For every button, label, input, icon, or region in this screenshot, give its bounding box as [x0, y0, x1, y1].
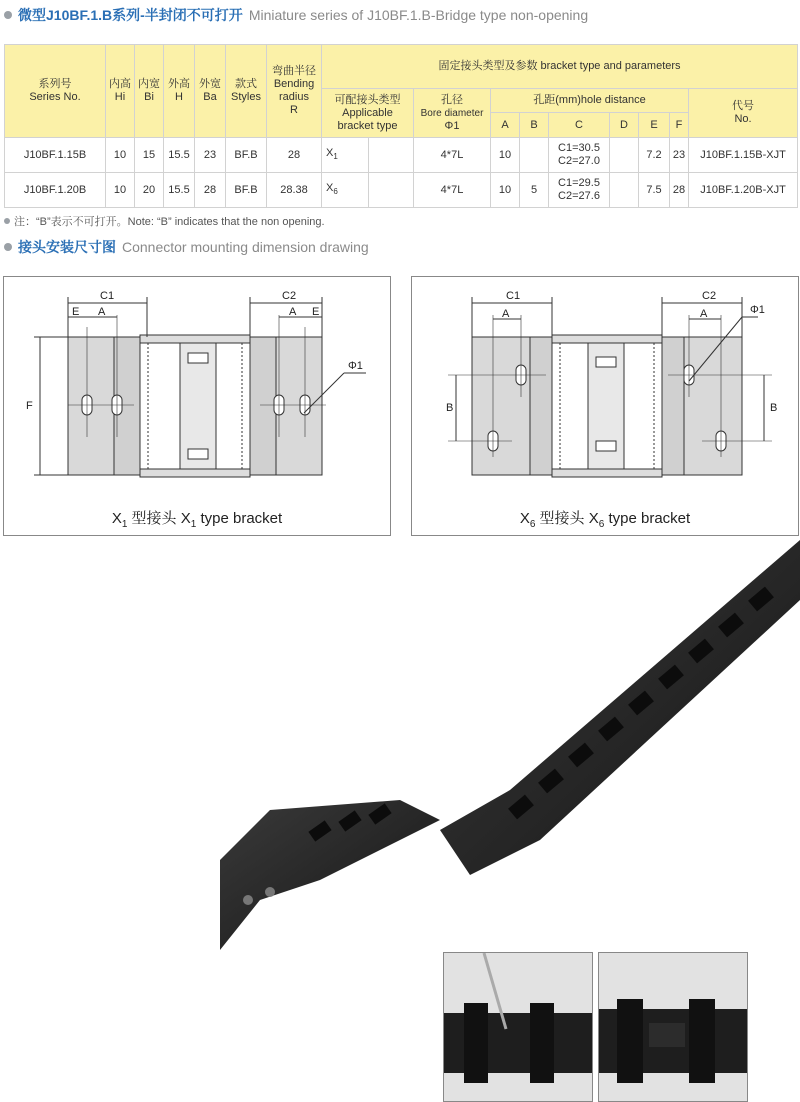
- label-e2: E: [312, 306, 320, 318]
- label-b: B: [446, 402, 454, 414]
- header-hole: 孔距(mm)hole distance A B C D E F: [491, 89, 689, 138]
- section-title-en: Connector mounting dimension drawing: [122, 239, 369, 255]
- header-fixed: 固定接头类型及参数 bracket type and parameters: [322, 45, 798, 89]
- header-bi: 内宽 Bi: [135, 45, 164, 138]
- table-row: J10BF.1.20B 10 20 15.5 28 BF.B 28.38 $X_6$ 4*7L 10 5 C1=29.5 C2=27.6 7.5 28 J10BF.1.20B-XJT: [5, 173, 798, 208]
- label-f: F: [26, 400, 33, 412]
- section-header-drawing: [4, 236, 369, 258]
- inset-photo-drawing: [599, 953, 747, 1101]
- header-bore: 孔径 Bore diameter Φ1: [414, 89, 491, 138]
- bullet-icon: [4, 243, 12, 251]
- label-a: A: [98, 306, 106, 318]
- header-code: 代号 No.: [689, 89, 798, 138]
- header-ba: 外宽 Ba: [195, 45, 226, 138]
- label-b2: B: [770, 402, 778, 414]
- header-styles: 款式 Styles: [226, 45, 267, 138]
- table-row: J10BF.1.15B 10 15 15.5 23 BF.B 28 $X_1$ 4*7L 10 C1=30.5 C2=27.0 7.2 23 J10BF.1.15B-XJT: [5, 138, 798, 173]
- label-a2: A: [289, 306, 297, 318]
- header-hi: 内高 Hi: [106, 45, 135, 138]
- inset-photo-open: [443, 952, 593, 1102]
- section-title-cn: 接头安装尺寸图: [18, 239, 116, 255]
- diagram-caption: $X_6$ 型接头 $X_6$ type bracket: [519, 510, 691, 530]
- note: 注：“B”表示不可打开。Note: “B” indicates that the non opening.: [4, 213, 325, 229]
- label-c1: C1: [100, 290, 115, 302]
- inset-photo-closed: [598, 952, 748, 1102]
- diagram-x6-bracket: [411, 276, 799, 536]
- diagram-x6-drawing: [412, 277, 798, 535]
- inset-photo-drawing: [444, 953, 592, 1101]
- section-title-cn: 微型J10BF.1.B系列-半封闭不可打开: [18, 7, 243, 23]
- drag-chain-photo: [210, 540, 800, 950]
- label-a: A: [502, 308, 510, 320]
- label-phi: Φ1: [750, 304, 765, 316]
- label-a2: A: [700, 308, 708, 320]
- label-c2: C2: [282, 290, 297, 302]
- diagram-x1-drawing: [4, 277, 390, 535]
- label-phi: Φ1: [348, 360, 363, 372]
- label-c1: C1: [506, 290, 521, 302]
- header-applicable: 可配接头类型 Applicable bracket type: [322, 89, 414, 138]
- bullet-icon: [4, 218, 10, 224]
- header-h: 外高 H: [164, 45, 195, 138]
- header-series: 系列号 Series No.: [5, 45, 106, 138]
- header-bending: 弯曲半径 Bending radius R: [267, 45, 322, 138]
- label-e: E: [72, 306, 80, 318]
- diagram-caption: $X_1$ 型接头 $X_1$ type bracket: [111, 510, 283, 530]
- label-c2: C2: [702, 290, 717, 302]
- section-title-en: Miniature series of J10BF.1.B-Bridge type non-opening: [248, 7, 589, 23]
- diagram-x1-bracket: [3, 276, 391, 536]
- spec-table: [4, 44, 798, 208]
- section-header-series: [4, 4, 588, 26]
- bullet-icon: [4, 11, 12, 19]
